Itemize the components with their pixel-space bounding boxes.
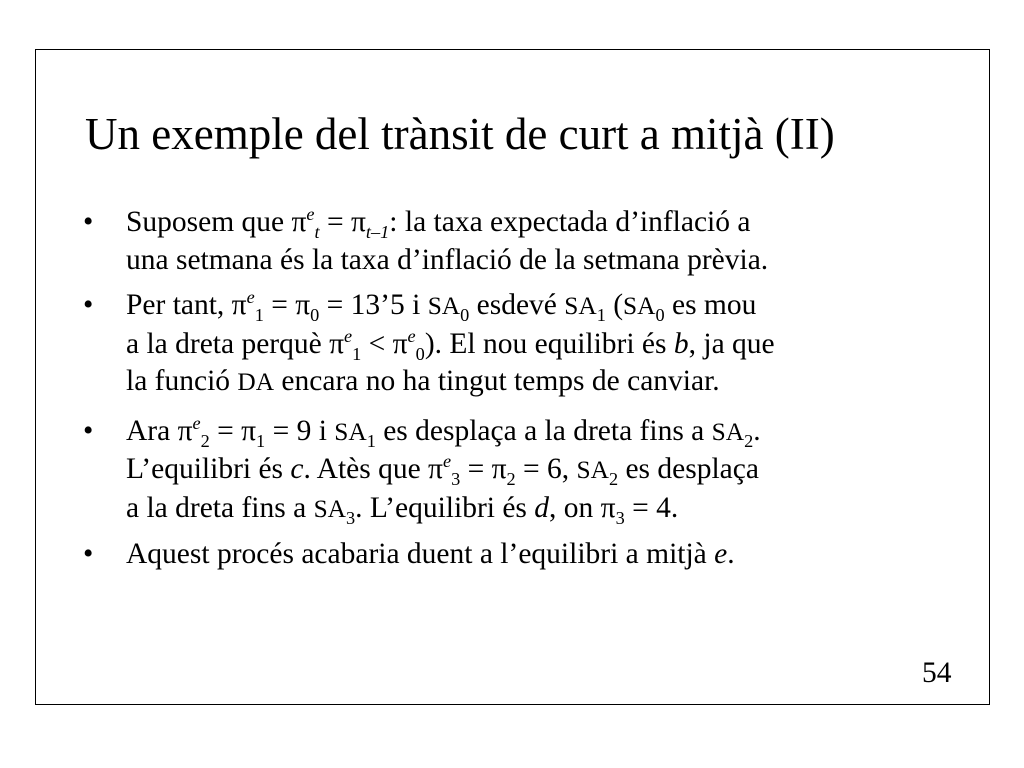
sa-label: SA — [334, 417, 367, 446]
superscript-e: e — [306, 204, 315, 225]
text-segment: la funció — [126, 365, 238, 397]
subscript: 1 — [596, 304, 606, 325]
subscript: 0 — [310, 304, 320, 325]
text-segment: = 9 i — [265, 414, 335, 447]
sa-label: SA — [564, 292, 597, 320]
sa-label: SA — [427, 292, 461, 320]
text-segment: Suposem que π — [126, 206, 307, 238]
superscript-e: e — [192, 412, 201, 433]
text-segment: ( — [605, 289, 624, 321]
text-segment: < π — [361, 327, 408, 360]
da-label: DA — [237, 368, 275, 396]
bullet-2-line-1 — [126, 287, 963, 326]
bullet-3-line-3 — [126, 490, 963, 529]
subscript-t: t — [314, 221, 320, 242]
bullet-item-3 — [83, 413, 963, 529]
text-segment: L’equilibri és — [126, 453, 291, 485]
text-segment: Ara π — [126, 414, 193, 447]
text-segment: a la dreta perquè π — [126, 327, 344, 360]
superscript-e: e — [442, 451, 452, 472]
text-segment: Per tant, π — [126, 289, 247, 321]
text-segment: = π — [263, 289, 311, 321]
title-part: (II) — [774, 109, 835, 159]
subscript: 1 — [352, 343, 362, 364]
equilibrium-b: b — [673, 327, 689, 360]
sa-label: SA — [623, 292, 656, 320]
text-segment: , ja que — [688, 327, 775, 360]
equilibrium-c: c — [290, 453, 304, 485]
bullet-item-4 — [83, 536, 963, 574]
subscript: 2 — [200, 430, 210, 451]
superscript-e: e — [407, 325, 416, 346]
text-segment: = 6, — [515, 453, 577, 485]
subscript: 2 — [608, 468, 619, 489]
bullet-item-2 — [83, 287, 963, 402]
bullet-dot: • — [83, 289, 94, 321]
text-segment: Aquest procés acabaria duent a l’equilibri a mitjà — [126, 538, 715, 570]
text-segment: a la dreta fins a — [126, 491, 314, 524]
text-segment: es desplaça — [618, 453, 759, 485]
subscript: 3 — [615, 507, 625, 528]
bullet-3-line-2 — [126, 451, 963, 490]
bullet-1-line-1 — [126, 204, 963, 242]
text-segment: = π — [209, 414, 257, 447]
text-segment: . Atès que π — [303, 453, 443, 485]
subscript: 2 — [506, 468, 516, 489]
text-segment: = π — [319, 206, 366, 238]
bullet-4-line-1 — [126, 536, 963, 574]
subscript: 3 — [451, 468, 461, 489]
title-main: Un exemple del trànsit de curt a mitjà — [85, 109, 764, 159]
subscript: 3 — [345, 507, 356, 528]
text-segment: = 13’5 i — [319, 289, 428, 321]
text-segment: . L’equilibri és — [355, 491, 535, 524]
text-segment: es mou — [664, 289, 757, 321]
text-segment: : la taxa expectada d’inflació a — [389, 206, 751, 238]
subscript: 1 — [254, 304, 264, 325]
equilibrium-e: e — [714, 538, 728, 570]
text-segment: . — [753, 414, 761, 447]
text-segment: esdevé — [469, 289, 565, 321]
text-segment: = π — [460, 453, 507, 485]
bullet-dot: • — [83, 206, 94, 238]
subscript: 2 — [744, 430, 754, 451]
subscript: 0 — [415, 343, 425, 364]
bullet-3-line-1 — [126, 413, 963, 452]
text-segment: = 4. — [624, 491, 679, 524]
superscript-e: e — [344, 325, 353, 346]
bullet-1-line-2: una setmana és la taxa d’inflació de la setmana prèvia. — [126, 243, 769, 276]
subscript: 0 — [460, 304, 470, 325]
slide-title — [85, 106, 835, 162]
subscript: 0 — [655, 304, 665, 325]
text-segment: es desplaça a la dreta fins a — [375, 414, 712, 447]
subscript: 1 — [256, 430, 266, 451]
text-segment: ). El nou equilibri és — [424, 327, 674, 360]
sa-label: SA — [313, 494, 346, 523]
sa-label: SA — [576, 456, 609, 484]
bullet-dot: • — [83, 538, 94, 570]
subscript-t-minus-1: t–1 — [365, 221, 390, 242]
bullet-2-line-3 — [126, 363, 963, 402]
sa-label: SA — [711, 417, 745, 446]
equilibrium-d: d — [534, 491, 550, 524]
bullet-dot: • — [83, 414, 94, 447]
superscript-e: e — [246, 287, 255, 308]
text-segment: . — [727, 538, 735, 570]
text-segment: , on π — [549, 491, 616, 524]
bullet-item-1 — [83, 204, 963, 279]
text-segment: encara no ha tingut temps de canviar. — [274, 365, 720, 397]
page-number: 54 — [922, 657, 952, 689]
bullet-list — [83, 204, 963, 582]
bullet-2-line-2 — [126, 326, 963, 364]
subscript: 1 — [366, 430, 376, 451]
